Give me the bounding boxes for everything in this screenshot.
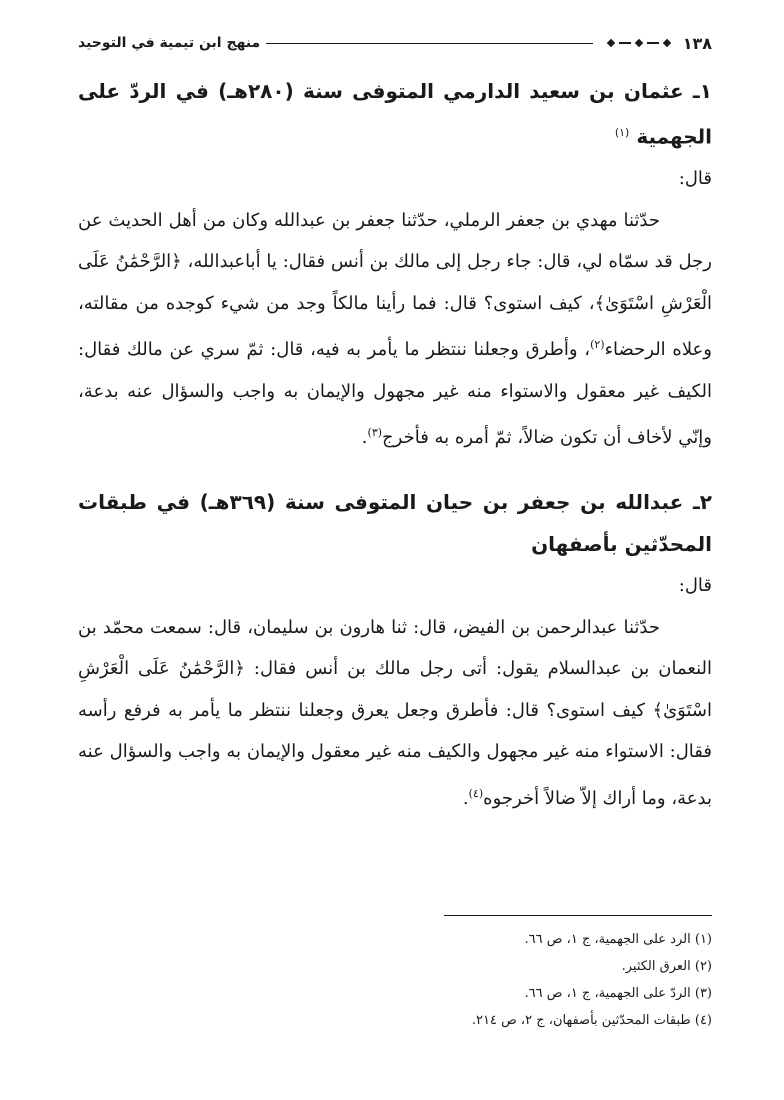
footnote-separator — [444, 915, 712, 916]
ornament-diamond-icon — [662, 39, 670, 47]
section-gap — [78, 459, 712, 481]
section-2-paragraph — [78, 607, 712, 820]
footnote-4: (٤) طبقات المحدّثين بأصفهان، ج ٢، ص ٢١٤. — [471, 1013, 712, 1028]
section-1-qal: قال: — [678, 167, 712, 189]
section-1-title-text: ١ـ عثمان بن سعيد الدارمي المتوفى سنة (٢٨٠هـ) في الردّ على الجهمية — [78, 79, 712, 149]
running-header — [78, 30, 712, 56]
page-number: ١٣٨ — [682, 33, 712, 53]
ornament-diamond-icon — [634, 39, 642, 47]
page-content — [78, 70, 712, 819]
section-2-title: ٢ـ عبدالله بن جعفر بن حيان المتوفى سنة (٣٦٩هـ) في طبقات المحدّثين بأصفهان — [78, 489, 713, 556]
header-ornament — [603, 40, 675, 46]
footnote-ref-2: (٢) — [590, 338, 605, 352]
section-1-text-end: . — [361, 427, 368, 449]
section-2-qal: قال: — [678, 574, 712, 596]
ornament-diamond-icon — [606, 39, 614, 47]
section-2-text-end: . — [462, 787, 469, 809]
section-1-text-a: حدّثنا مهدي بن جعفر الرملي، حدّثنا جعفر بن عبدالله وكان من أهل الحديث عن رجل قد سمّاه لي، قال: جاء رجل إلى مالك بن أنس فقال: يا أباعبدالله، ﴿الرَّحْمَٰنُ عَلَى الْعَرْشِ اسْتَوَىٰ﴾، كيف استوى؟ قال: فما رأينا مالكاً وجد من شيء كوجده من مقالته، وعلاه الرحضاء — [78, 209, 712, 361]
header-rule — [266, 43, 593, 44]
section-2-text-a: حدّثنا عبدالرحمن بن الفيض، قال: ثنا هارون بن سليمان، قال: سمعت محمّد بن النعمان بن عبدالسلام يقول: أتى رجل مالك بن أنس فقال: ﴿الرَّحْمَٰنُ عَلَى الْعَرْشِ اسْتَوَىٰ﴾ كيف استوى؟ قال: فأطرق وجعل يعرق وجعلنا ننتظر ما يأمر به فرفع رأسه فقال: الاستواء منه غير مجهول والكيف منه غير معقول والإيمان به واجب والسؤال عنه بدعة، وما أراك إلاّ ضالاً أخرجوه — [78, 616, 712, 809]
footnote-ref-1: (١) — [614, 126, 630, 139]
section-1-text-b: ، وأطرق وجعلنا ننتظر ما يأمر به فيه، قال: ثمّ سري عن مالك فقال: الكيف غير معقول والاستواء منه غير مجهول والإيمان به واجب والسؤال عنه بدعة، وإنّي لأخاف أن تكون ضالاً، ثمّ أمره به فأخرج — [78, 339, 712, 449]
book-title: منهج ابن تيمية في التوحيد — [78, 35, 261, 51]
section-1-paragraph — [78, 200, 712, 459]
ornament-line — [619, 42, 631, 44]
footnote-ref-3: (٣) — [367, 426, 383, 440]
footnote-3: (٣) الردّ على الجهمية، ج ١، ص ٦٦. — [524, 986, 712, 1001]
section-1-title — [78, 70, 712, 158]
footnote-ref-4: (٤) — [468, 786, 484, 800]
footnote-1: (١) الرد على الجهمية، ج ١، ص ٦٦. — [524, 932, 712, 947]
ornament-line — [647, 42, 659, 44]
footnotes — [78, 928, 712, 1036]
footnote-2: (٢) العرق الكثير. — [621, 959, 712, 974]
